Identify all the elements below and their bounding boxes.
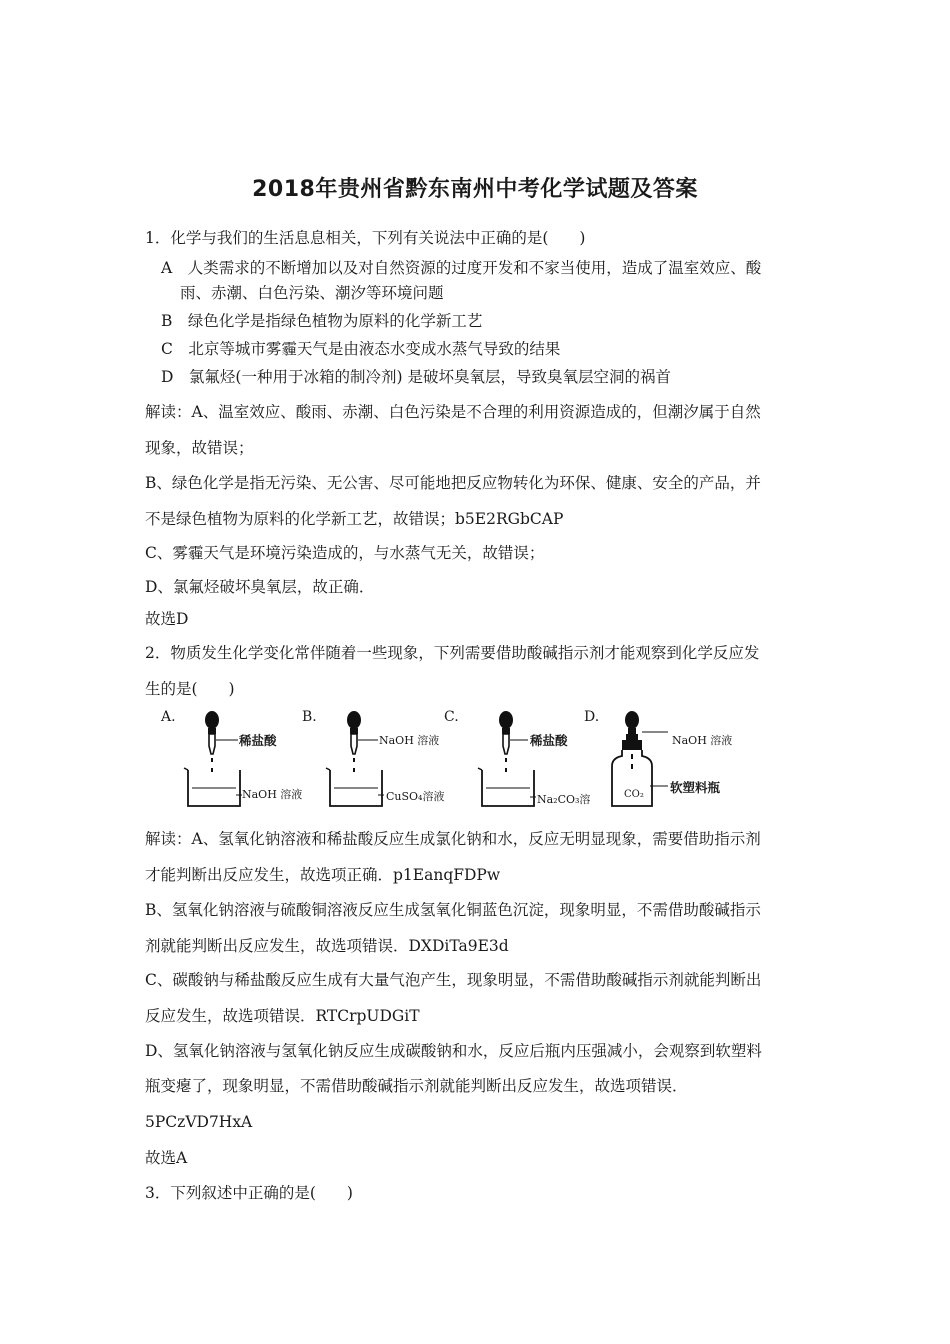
q3-stem: 3．下列叙述中正确的是( ) [145, 1184, 353, 1202]
diagram-d-letter: D. [584, 709, 600, 725]
q2-analysis-line: 瓶变瘪了，现象明显，不需借助酸碱指示剂就能判断出反应发生，故选项错误． [145, 1077, 688, 1095]
q1-option-a-cont: 雨、赤潮、白色污染、潮汐等环境问题 [180, 284, 444, 302]
diagram-c-letter: C. [444, 709, 459, 725]
q2-analysis-line: C、碳酸钠与稀盐酸反应生成有大量气泡产生，现象明显，不需借助酸碱指示剂就能判断出 [145, 971, 762, 989]
diagram-a-bottom-label: NaOH 溶液 [242, 788, 303, 801]
diagram-d-inner-label: CO₂ [624, 789, 644, 800]
q1-analysis-line: D、氯氟烃破坏臭氧层，故正确． [145, 578, 375, 596]
diagram-b-letter: B. [302, 709, 317, 725]
q1-analysis-line: B、绿色化学是指无污染、无公害、尽可能地把反应物转化为环保、健康、安全的产品，并 [145, 474, 761, 492]
q1-option-d: D 氯氟烃(一种用于冰箱的制冷剂) 是破坏臭氧层，导致臭氧层空洞的祸首 [161, 368, 671, 386]
diagram-b-bottom-label: CuSO₄溶液 [386, 790, 445, 803]
q1-analysis-line: 不是绿色植物为原料的化学新工艺，故错误；b5E2RGbCAP [145, 510, 564, 528]
q1-stem: 1．化学与我们的生活息息相关，下列有关说法中正确的是( ) [145, 229, 586, 247]
q1-option-a: A 人类需求的不断增加以及对自然资源的过度开发和不家当使用，造成了温室效应、酸 [161, 259, 762, 277]
diagram-d-top-label: NaOH 溶液 [672, 734, 733, 747]
q2-analysis-line: 才能判断出反应发生，故选项正确．p1EanqFDPw [145, 866, 501, 884]
q2-analysis-line: 5PCzVD7HxA [145, 1113, 253, 1131]
diagram-a-top-label: 稀盐酸 [239, 733, 277, 748]
q1-option-b: B 绿色化学是指绿色植物为原料的化学新工艺 [161, 312, 483, 330]
q2-stem: 2．物质发生化学变化常伴随着一些现象，下列需要借助酸碱指示剂才能观察到化学反应发 [145, 644, 760, 662]
diagram-d-bottom-label: 软塑料瓶 [670, 780, 721, 795]
diagram-d-plastic-bottle [606, 706, 686, 814]
q1-analysis-line: 现象，故错误； [145, 439, 254, 457]
q2-answer: 故选A [145, 1149, 188, 1167]
q2-analysis-line: 解读：A、氢氧化钠溶液和稀盐酸反应生成氯化钠和水，反应无明显现象，需要借助指示剂 [145, 830, 761, 848]
q1-option-c: C 北京等城市雾霾天气是由液态水变成水蒸气导致的结果 [161, 340, 561, 358]
q2-analysis-line: 反应发生，故选项错误．RTCrpUDGiT [145, 1007, 420, 1025]
q2-analysis-line: D、氢氧化钠溶液与氢氧化钠反应生成碳酸钠和水，反应后瓶内压强减小，会观察到软塑料 [145, 1042, 762, 1060]
diagram-c-top-label: 稀盐酸 [530, 733, 568, 748]
diagram-b-top-label: NaOH 溶液 [379, 734, 440, 747]
diagram-a-letter: A. [161, 709, 176, 725]
q2-analysis-line: 剂就能判断出反应发生，故选项错误．DXDiTa9E3d [145, 937, 509, 955]
q1-analysis-line: 解读：A、温室效应、酸雨、赤潮、白色污染是不合理的利用资源造成的，但潮汐属于自然 [145, 403, 761, 421]
q2-analysis-line: B、氢氧化钠溶液与硫酸铜溶液反应生成氢氧化铜蓝色沉淀，现象明显，不需借助酸碱指示 [145, 901, 761, 919]
page-title: 2018年贵州省黔东南州中考化学试题及答案 [252, 177, 698, 202]
q1-answer: 故选D [145, 610, 189, 628]
q2-stem-cont: 生的是( ) [145, 680, 235, 698]
diagram-c-bottom-label: Na₂CO₃溶 [537, 793, 591, 806]
q1-analysis-line: C、雾霾天气是环境污染造成的，与水蒸气无关，故错误； [145, 544, 545, 562]
